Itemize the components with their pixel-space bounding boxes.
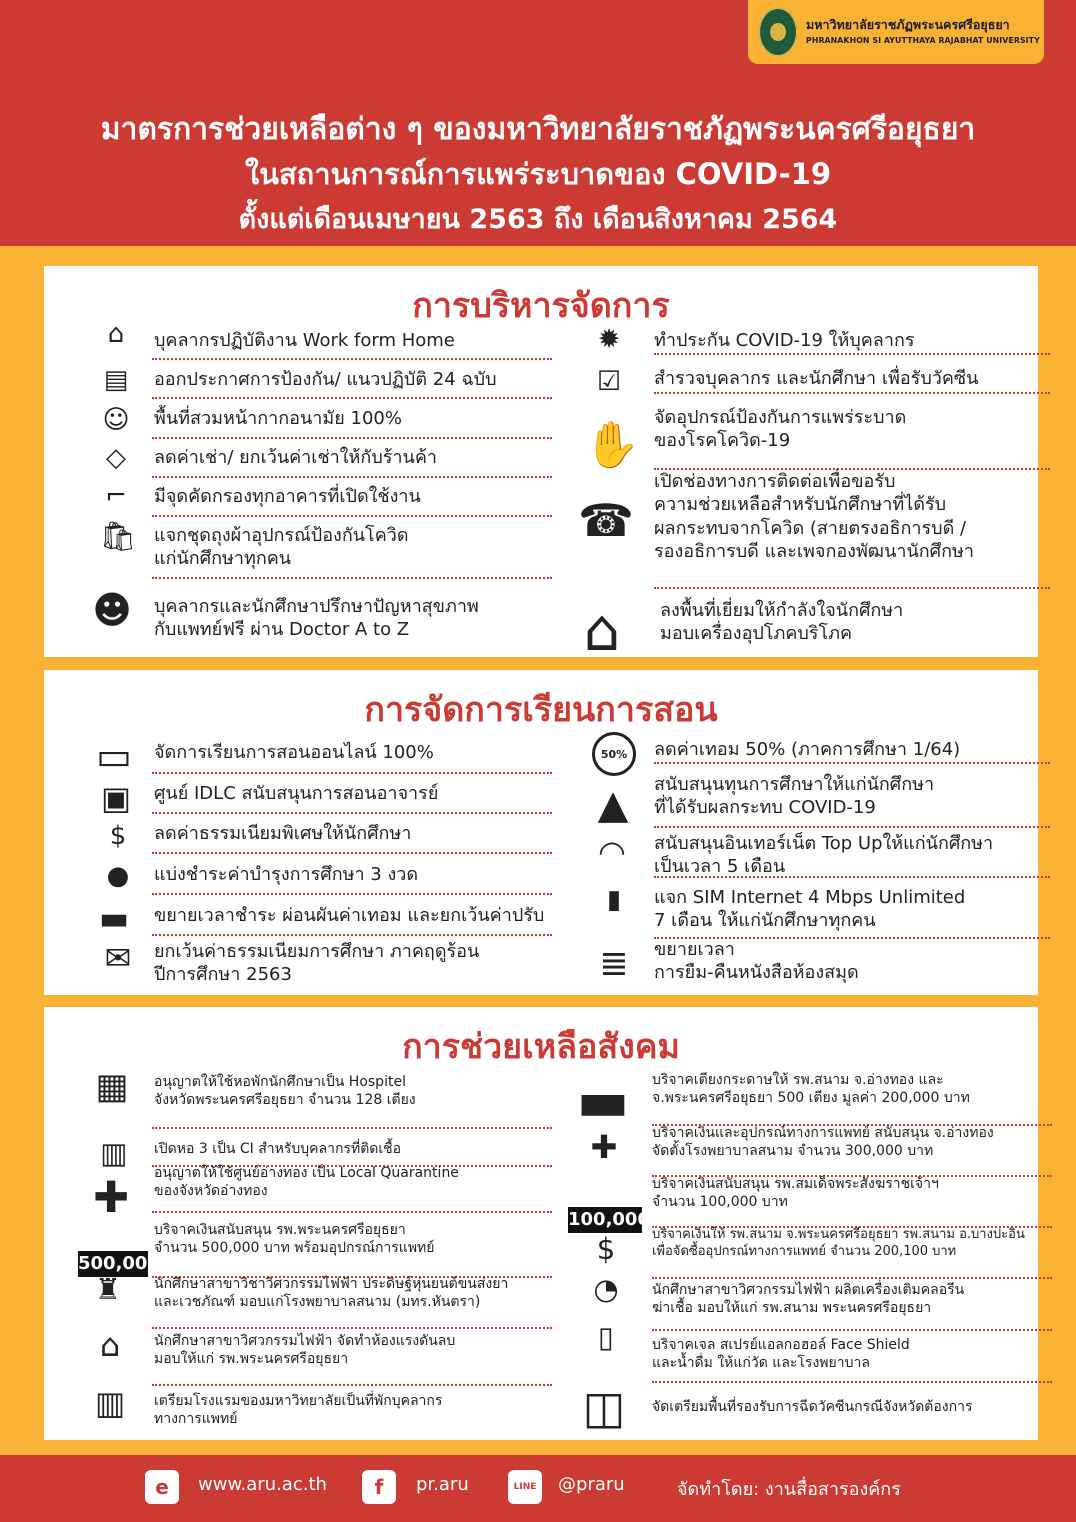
- dotted-divider: [152, 1384, 552, 1386]
- dotted-divider: [152, 852, 552, 854]
- list-item-line: ทำประกัน COVID-19 ให้บุคลากร: [654, 330, 915, 351]
- dotted-divider: [152, 358, 552, 360]
- list-item-line: สนับสนุนทุนการศึกษาให้แก่นักศึกษา: [654, 774, 935, 795]
- amount-500000-badge: 500,000: [78, 1251, 148, 1277]
- dotted-divider: [654, 587, 1050, 589]
- list-item-line: บริจาคเจล สเปรย์แอลกอฮอล์ Face Shield: [652, 1337, 910, 1353]
- negative-pressure-room-icon: ⌂: [99, 1326, 121, 1364]
- water-bottle-icon: ▯: [598, 1319, 614, 1354]
- teaching-panel: [44, 670, 1038, 995]
- list-item-line: ผลกระทบจากโควิด (สายตรงอธิการบดี /: [654, 517, 967, 539]
- footer-credit: จัดทำโดย: งานสื่อสารองค์กร: [677, 1479, 901, 1500]
- amount-100000-badge: 100,000: [568, 1207, 642, 1233]
- percent-50-icon: 50%: [592, 732, 636, 776]
- dotted-divider: [152, 1211, 552, 1213]
- list-item-line: ความช่วยเหลือสำหรับนักศึกษาที่ได้รับ: [654, 494, 947, 516]
- list-item-line: ยกเว้นค่าธรรมเนียมการศึกษา ภาคฤดูร้อน: [154, 941, 480, 962]
- dotted-divider: [152, 1327, 552, 1329]
- robot-icon: ♜: [95, 1271, 121, 1306]
- list-item: [154, 1221, 435, 1257]
- list-item: [660, 599, 903, 646]
- list-item-line: มอบให้แก่ รพ.พระนครศรีอยุธยา: [154, 1351, 349, 1368]
- list-item: [654, 832, 993, 879]
- internet-explorer-icon: e: [145, 1470, 179, 1504]
- list-item: [654, 470, 974, 564]
- list-item-line: จ.พระนครศรีอยุธยา 500 เตียง มูลค่า 200,000 บาท: [652, 1090, 970, 1107]
- social-title: การช่วยเหลือสังคม: [402, 1027, 680, 1067]
- dotted-divider: [652, 1329, 1052, 1331]
- list-item-line: เป็นเวลา 5 เดือน: [654, 856, 786, 878]
- list-item-line: เปิดหอ 3 เป็น CI สำหรับบุคลากรที่ติดเชื้อ: [154, 1141, 402, 1157]
- list-item-line: แจก SIM Internet 4 Mbps Unlimited: [654, 887, 966, 908]
- sim-card-icon: ▮: [606, 885, 622, 915]
- list-item-line: ปีการศึกษา 2563: [154, 964, 292, 986]
- dollar-bag-icon: $: [596, 1231, 616, 1266]
- list-item-line: แจกชุดถุงผ้าอุปกรณ์ป้องกันโควิด: [154, 525, 409, 546]
- list-item-line: ที่ได้รับผลกระทบ COVID-19: [654, 797, 876, 819]
- tax-exempt-icon: ✉: [104, 939, 132, 977]
- list-item: [154, 940, 479, 987]
- list-item: [154, 1140, 401, 1158]
- list-item-line: ฆ่าเชื้อ มอบให้แก่ รพ.สนาม พระนครศรีอยุธยา: [652, 1300, 932, 1317]
- list-item: [652, 1398, 973, 1416]
- header-banner: [0, 0, 1076, 246]
- dotted-divider: [654, 392, 1050, 394]
- list-item-line: จัดการเรียนการสอนออนไลน์ 100%: [154, 742, 434, 763]
- list-item-line: นักศึกษาสาขาวิศวกรรมไฟฟ้า จัดทำห้องแรงดันลบ: [154, 1333, 456, 1349]
- dotted-divider: [152, 476, 552, 478]
- list-item: [654, 773, 934, 820]
- thermometer-gun-icon: ⌐: [105, 481, 127, 511]
- hand-sanitizer-icon: ✋: [583, 417, 641, 471]
- dormitory-icon: ▦: [95, 1066, 129, 1107]
- list-item: [154, 904, 544, 927]
- contact-book-icon: ☎: [577, 493, 635, 547]
- list-item-line: บุคลากรปฏิบัติงาน Work form Home: [154, 330, 455, 351]
- list-item: [154, 1164, 459, 1200]
- home-office-icon: ⌂: [107, 319, 125, 349]
- dotted-divider: [654, 353, 1050, 355]
- management-title: การบริหารจัดการ: [412, 286, 670, 326]
- list-item: [654, 738, 960, 761]
- list-item: [652, 1227, 1025, 1261]
- list-item: [154, 1332, 455, 1368]
- wifi-icon: ◠: [598, 833, 626, 871]
- list-item-line: ลงพื้นที่เยี่ยมให้กำลังใจนักศึกษา: [660, 600, 904, 621]
- list-item-line: มอบเครื่องอุปโภคบริโภค: [660, 623, 853, 645]
- list-item-line: ออกประกาศการป้องกัน/ แนวปฏิบัติ 24 ฉบับ: [154, 369, 497, 390]
- university-logo: [748, 0, 1044, 64]
- list-item-line: จัดเตรียมพื้นที่รองรับการฉีดวัคซีนกรณีจังหวัดต้องการ: [652, 1399, 973, 1415]
- list-item: [154, 524, 409, 571]
- list-item-line: บริจาคเงินสนับสนุน รพ.สมเด็จพระสังฆราชเจ้าฯ: [652, 1176, 939, 1192]
- family-house-icon: ⌂: [583, 596, 621, 664]
- list-item: [652, 1071, 970, 1107]
- list-item: [154, 368, 497, 391]
- management-panel: [44, 266, 1038, 664]
- documents-icon: ▤: [103, 365, 129, 395]
- list-item: [654, 886, 965, 933]
- dotted-divider: [654, 876, 1050, 878]
- page-title: มาตรการช่วยเหลือต่าง ๆ ของมหาวิทยาลัยราชภัฏพระนครศรีอยุธยา: [100, 112, 976, 147]
- facebook-link[interactable]: pr.aru: [416, 1474, 469, 1495]
- list-item: [154, 1275, 508, 1311]
- list-item-line: จำนวน 500,000 บาท พร้อมอุปกรณ์การแพทย์: [154, 1240, 435, 1257]
- dotted-divider: [654, 762, 1050, 764]
- first-aid-kit-icon: ✚: [590, 1128, 618, 1166]
- bed-icon: ▬: [576, 1069, 630, 1134]
- list-item-line: จัดอุปกรณ์ป้องกันการแพร่ระบาด: [654, 407, 907, 428]
- dotted-divider: [152, 515, 552, 517]
- price-tag-icon: ◇: [106, 443, 126, 473]
- list-item: [154, 863, 418, 886]
- list-item-line: 7 เดือน ให้แก่นักศึกษาทุกคน: [654, 910, 876, 932]
- list-item: [154, 1073, 416, 1109]
- list-item-line: สำรวจบุคลากร และนักศึกษา เพื่อรับวัคซีน: [654, 368, 979, 389]
- list-item-line: แก่นักศึกษาทุกคน: [154, 548, 292, 570]
- hospital-icon: ✚: [92, 1172, 130, 1223]
- list-item-line: ขยายเวลา: [654, 939, 735, 960]
- dotted-divider: [152, 812, 552, 814]
- money-bag-icon: ●: [106, 861, 130, 891]
- list-item-line: ลดค่าธรรมเนียมพิเศษให้นักศึกษา: [154, 823, 412, 844]
- dotted-divider: [152, 577, 552, 579]
- dotted-divider: [152, 437, 552, 439]
- list-item-line: ของโรคโควิด-19: [654, 430, 791, 452]
- building-icon: ▥: [100, 1135, 128, 1170]
- list-item-line: บุคลากรและนักศึกษาปรึกษาปัญหาสุขภาพ: [154, 596, 479, 617]
- credit-card-icon: ▬: [98, 899, 130, 937]
- list-item: [652, 1124, 994, 1160]
- list-item: [654, 367, 978, 390]
- list-item-line: บริจาคเตียงกระดาษให้ รพ.สนาม จ.อ่างทอง และ: [652, 1072, 944, 1088]
- dotted-divider: [652, 1277, 1052, 1279]
- list-item: [154, 1392, 442, 1428]
- page-subtitle: ในสถานการณ์การแพร่ระบาดของ COVID-19: [244, 157, 832, 191]
- virus-shield-icon: ✹: [597, 323, 621, 355]
- list-item: [652, 1175, 939, 1211]
- hotel-icon: ▥: [94, 1384, 126, 1422]
- list-item: [154, 329, 455, 352]
- list-item-line: แบ่งชำระค่าบำรุงการศึกษา 3 งวด: [154, 864, 419, 885]
- dotted-divider: [152, 772, 552, 774]
- social-panel: [44, 1007, 1038, 1440]
- survey-form-icon: ☑: [596, 365, 622, 397]
- list-item-line: การยืม-คืนหนังสือห้องสมุด: [654, 962, 859, 984]
- online-class-icon: ▭: [96, 734, 132, 778]
- list-item-line: อนุญาตให้ใช้ศูนย์อ่างทอง เป็น Local Quarantine: [154, 1165, 459, 1181]
- list-item-line: จังหวัดพระนครศรีอยุธยา จำนวน 128 เตียง: [154, 1092, 416, 1109]
- list-item: [154, 741, 434, 764]
- list-item: [654, 329, 915, 352]
- teaching-title: การจัดการเรียนการสอน: [364, 690, 718, 730]
- shopping-bag-icon: 🛍: [99, 518, 137, 553]
- facebook-icon: f: [362, 1470, 396, 1504]
- dotted-divider: [152, 893, 552, 895]
- list-item-line: สนับสนุนอินเทอร์เน็ต Top Upให้แก่นักศึกษา: [654, 833, 994, 854]
- list-item-line: ทางการแพทย์: [154, 1411, 238, 1428]
- dotted-divider: [152, 934, 552, 936]
- page-date-range: ตั้งแต่เดือนเมษายน 2563 ถึง เดือนสิงหาคม 2564: [238, 204, 838, 235]
- list-item-line: เพื่อจัดซื้ออุปกรณ์ทางการแพทย์ จำนวน 200,100 บาท: [652, 1243, 957, 1259]
- dotted-divider: [654, 826, 1050, 828]
- list-item-line: และเวชภัณฑ์ มอบแก่โรงพยาบาลสนาม (มทร.หันตรา): [154, 1294, 481, 1311]
- dotted-divider: [152, 1127, 552, 1129]
- list-item-line: นักศึกษาสาขาวิชาวิศวกรรมไฟฟ้า ประดิษฐ์หุ่นยนต์ขนส่งยา: [154, 1276, 509, 1292]
- money-hand-icon: $: [109, 821, 127, 851]
- list-item-line: อนุญาตให้ใช้หอพักนักศึกษาเป็น Hospitel: [154, 1074, 406, 1090]
- list-item-line: บริจาคเงินและอุปกรณ์ทางการแพทย์ สนับสนุน จ.อ่างทอง: [652, 1125, 994, 1141]
- logo-english-name: PHRANAKHON SI AYUTTHAYA RAJABHAT UNIVERSITY: [806, 36, 1040, 45]
- list-item-line: บริจาคเงินให้ รพ.สนาม จ.พระนครศรีอยุธยา รพ.สนาม อ.บางปะอิน: [652, 1227, 1025, 1242]
- list-item-line: และน้ำดื่ม ให้แก่วัด และโรงพยาบาล: [652, 1355, 870, 1372]
- list-item-line: กับแพทย์ฟรี ผ่าน Doctor A to Z: [154, 619, 410, 641]
- list-item-line: ของจังหวัดอ่างทอง: [154, 1183, 268, 1200]
- consultation-icon: ☻: [92, 588, 132, 632]
- computer-desk-icon: ▣: [100, 779, 132, 817]
- list-item-line: ศูนย์ IDLC สนับสนุนการสอนอาจารย์: [154, 783, 439, 804]
- face-mask-icon: ☺: [102, 405, 130, 435]
- list-item-line: พื้นที่สวมหน้ากากอนามัย 100%: [154, 408, 402, 429]
- books-icon: ≣: [599, 943, 629, 984]
- list-item: [154, 595, 479, 642]
- list-item-line: ลดค่าเช่า/ ยกเว้นค่าเช่าให้กับร้านค้า: [154, 447, 437, 468]
- list-item-line: นักศึกษาสาขาวิศวกรรมไฟฟ้า ผลิตเครื่องเติมคลอรีน: [652, 1282, 965, 1298]
- list-item: [154, 407, 402, 430]
- list-item-line: รองอธิการบดี และเพจกองพัฒนานักศึกษา: [654, 541, 974, 563]
- list-item-line: บริจาคเงินสนับสนุน รพ.พระนครศรีอยุธยา: [154, 1222, 406, 1238]
- logo-thai-name: มหาวิทยาลัยราชภัฏพระนครศรีอยุธยา: [806, 17, 1010, 32]
- list-item-line: เตรียมโรงแรมของมหาวิทยาลัยเป็นที่พักบุคลากร: [154, 1393, 443, 1409]
- list-item-line: จัดตั้งโรงพยาบาลสนาม จำนวน 300,000 บาท: [652, 1143, 934, 1160]
- list-item: [154, 822, 411, 845]
- list-item: [654, 406, 906, 453]
- dotted-divider: [652, 1381, 1052, 1383]
- list-item-line: ขยายเวลาชำระ ผ่อนผันค่าเทอม และยกเว้นค่าปรับ: [154, 905, 545, 926]
- graduation-cap-icon: ▲: [597, 782, 629, 828]
- list-item: [154, 782, 438, 805]
- waiting-seats-icon: ◫: [582, 1380, 626, 1434]
- line-app-icon: LINE: [508, 1470, 542, 1504]
- list-item: [652, 1281, 964, 1317]
- list-item: [654, 938, 859, 985]
- list-item-line: มีจุดคัดกรองทุกอาคารที่เปิดใช้งาน: [154, 486, 421, 507]
- university-seal-icon: [758, 7, 798, 57]
- line-link[interactable]: @praru: [558, 1474, 625, 1495]
- list-item: [154, 485, 421, 508]
- list-item-line: จำนวน 100,000 บาท: [652, 1194, 788, 1211]
- dotted-divider: [152, 397, 552, 399]
- list-item: [652, 1336, 910, 1372]
- website-link[interactable]: www.aru.ac.th: [198, 1474, 327, 1495]
- list-item: [154, 446, 437, 469]
- list-item-line: เปิดช่องทางการติดต่อเพื่อขอรับ: [654, 471, 896, 492]
- list-item-line: ลดค่าเทอม 50% (ภาคการศึกษา 1/64): [654, 739, 961, 760]
- footer: [0, 1455, 1076, 1522]
- chlorine-drop-icon: ◔: [593, 1271, 619, 1306]
